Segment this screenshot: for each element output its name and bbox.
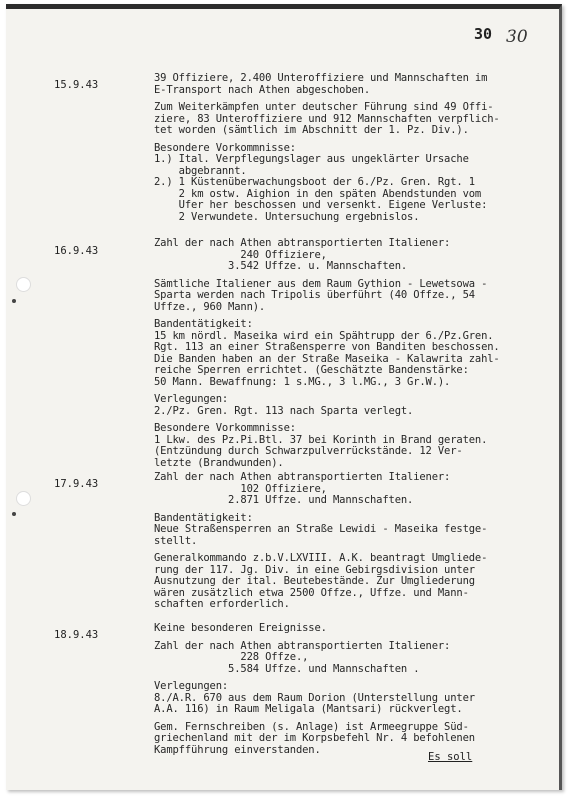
text-line: 2./Pz. Gren. Rgt. 113 nach Sparta verlegt.: [154, 404, 414, 417]
page-number-typed: 30: [474, 25, 493, 43]
text-line: 2 km ostw. Aighion in den späten Abendstunden vom: [154, 187, 482, 200]
text-line: Zahl der nach Athen abtransportierten Italiener:: [154, 471, 451, 483]
text-line: (Entzündung durch Schwarzpulverrückstände. 12 Ver-: [154, 445, 463, 457]
text-line: stellt.: [154, 534, 198, 547]
text-line: rung der 117. Jg. Div. in eine Gebirgsdivision unter: [154, 563, 475, 576]
text-line: 39 Offiziere, 2.400 Unteroffiziere und Mannschaften im: [154, 72, 488, 84]
text-line: 15 km nördl. Maseika wird ein Spähtrupp der 6./Pz.Gren.: [154, 329, 494, 342]
signature-text: Es soll: [428, 751, 473, 763]
text-line: 2 Verwundete. Untersuchung ergebnislos.: [154, 210, 420, 223]
text-line: 8./A.R. 670 aus dem Raum Dorion (Unterstellung unter: [154, 691, 475, 704]
text-line: Bandentätigkeit:: [154, 318, 253, 330]
text-line: Zum Weiterkämpfen unter deutscher Führung sind 49 Offi-: [154, 101, 494, 113]
text-line: griechenland mit der im Korpsbefehl Nr. 4 befohlenen: [154, 732, 475, 744]
entry-text: [154, 623, 475, 756]
text-line: Sparta werden nach Tripolis überführt (40 Offze., 54: [154, 289, 475, 301]
text-line: letzte (Brandwunden).: [154, 456, 284, 469]
text-line: abgebrannt.: [154, 164, 247, 177]
text-line: Ausnutzung der ital. Beutebestände. Zur Umgliederung: [154, 575, 475, 587]
entry-text: [154, 73, 500, 223]
entry-date: 17.9.43: [54, 478, 99, 490]
text-line: Besondere Vorkommnisse:: [154, 422, 296, 434]
text-line: 1 Lkw. des Pz.Pi.Btl. 37 bei Korinth in Brand geraten.: [154, 433, 488, 446]
text-line: Die Banden haben an der Straße Maseika - Kalawrita zahl-: [154, 352, 500, 365]
text-line: 240 Offiziere,: [154, 248, 327, 261]
text-line: 228 Offze.,: [154, 651, 309, 663]
text-line: 3.542 Uffze. u. Mannschaften.: [154, 260, 408, 272]
ink-dot: [12, 299, 16, 303]
entry-date: 18.9.43: [54, 629, 99, 641]
text-line: Rgt. 113 an einer Straßensperre von Banditen beschossen.: [154, 341, 500, 353]
text-line: ziere, 83 Unteroffiziere und 912 Mannschaften verpflich-: [154, 112, 500, 125]
text-line: Zahl der nach Athen abtransportierten Italiener:: [154, 237, 451, 249]
text-line: 1.) Ital. Verpflegungslager aus ungeklärter Ursache: [154, 153, 469, 165]
entry-text: [154, 238, 500, 469]
text-line: 2.) 1 Küstenüberwachungsboot der 6./Pz. Gren. Rgt. 1: [154, 176, 475, 188]
text-line: 50 Mann. Bewaffnung: 1 s.MG., 3 l.MG., 3 Gr.W.).: [154, 375, 451, 388]
text-line: Zahl der nach Athen abtransportierten Italiener:: [154, 639, 451, 652]
entry-text: [154, 472, 487, 611]
text-line: Kampfführung einverstanden.: [154, 743, 321, 756]
entry-date: 16.9.43: [54, 245, 99, 257]
text-line: reiche Sperren errichtet. (Geschätzte Bandenstärke:: [154, 364, 469, 376]
text-line: Sämtliche Italiener aus dem Raum Gythion - Lewetsowa -: [154, 277, 488, 290]
text-line: tet worden (sämtlich im Abschnitt der 1. Pz. Div.).: [154, 124, 469, 136]
text-line: Neue Straßensperren an Straße Lewidi - Maseika festge-: [154, 523, 488, 535]
text-line: Generalkommando z.b.V.LXVIII. A.K. beantragt Umgliede-: [154, 552, 488, 564]
punch-hole: [16, 491, 31, 506]
text-line: E-Transport nach Athen abgeschoben.: [154, 83, 371, 96]
text-line: Verlegungen:: [154, 393, 229, 405]
text-line: Verlegungen:: [154, 680, 229, 692]
text-line: wären zusätzlich etwa 2500 Offze., Uffze. und Mann-: [154, 586, 469, 599]
text-line: schaften erforderlich.: [154, 598, 290, 610]
text-line: Ufer her beschossen und versenkt. Eigene Verluste:: [154, 199, 488, 211]
text-line: A.A. 116) in Raum Meligala (Mantsari) rückverlegt.: [154, 703, 463, 715]
page-number-handwritten: 30: [506, 27, 528, 47]
text-line: Besondere Vorkommnisse:: [154, 141, 296, 154]
text-line: 102 Offiziere,: [154, 482, 327, 495]
text-line: Gem. Fernschreiben (s. Anlage) ist Armeegruppe Süd-: [154, 720, 469, 733]
punch-hole: [16, 277, 31, 292]
text-line: Keine besonderen Ereignisse.: [154, 622, 327, 634]
text-line: 5.584 Uffze. und Mannschaften .: [154, 662, 420, 675]
document-page: [6, 4, 562, 790]
text-line: Bandentätigkeit:: [154, 511, 253, 524]
text-line: 2.871 Uffze. und Mannschaften.: [154, 494, 414, 506]
ink-dot: [12, 512, 16, 516]
text-line: Uffze., 960 Mann).: [154, 300, 266, 313]
entry-date: 15.9.43: [54, 79, 99, 91]
